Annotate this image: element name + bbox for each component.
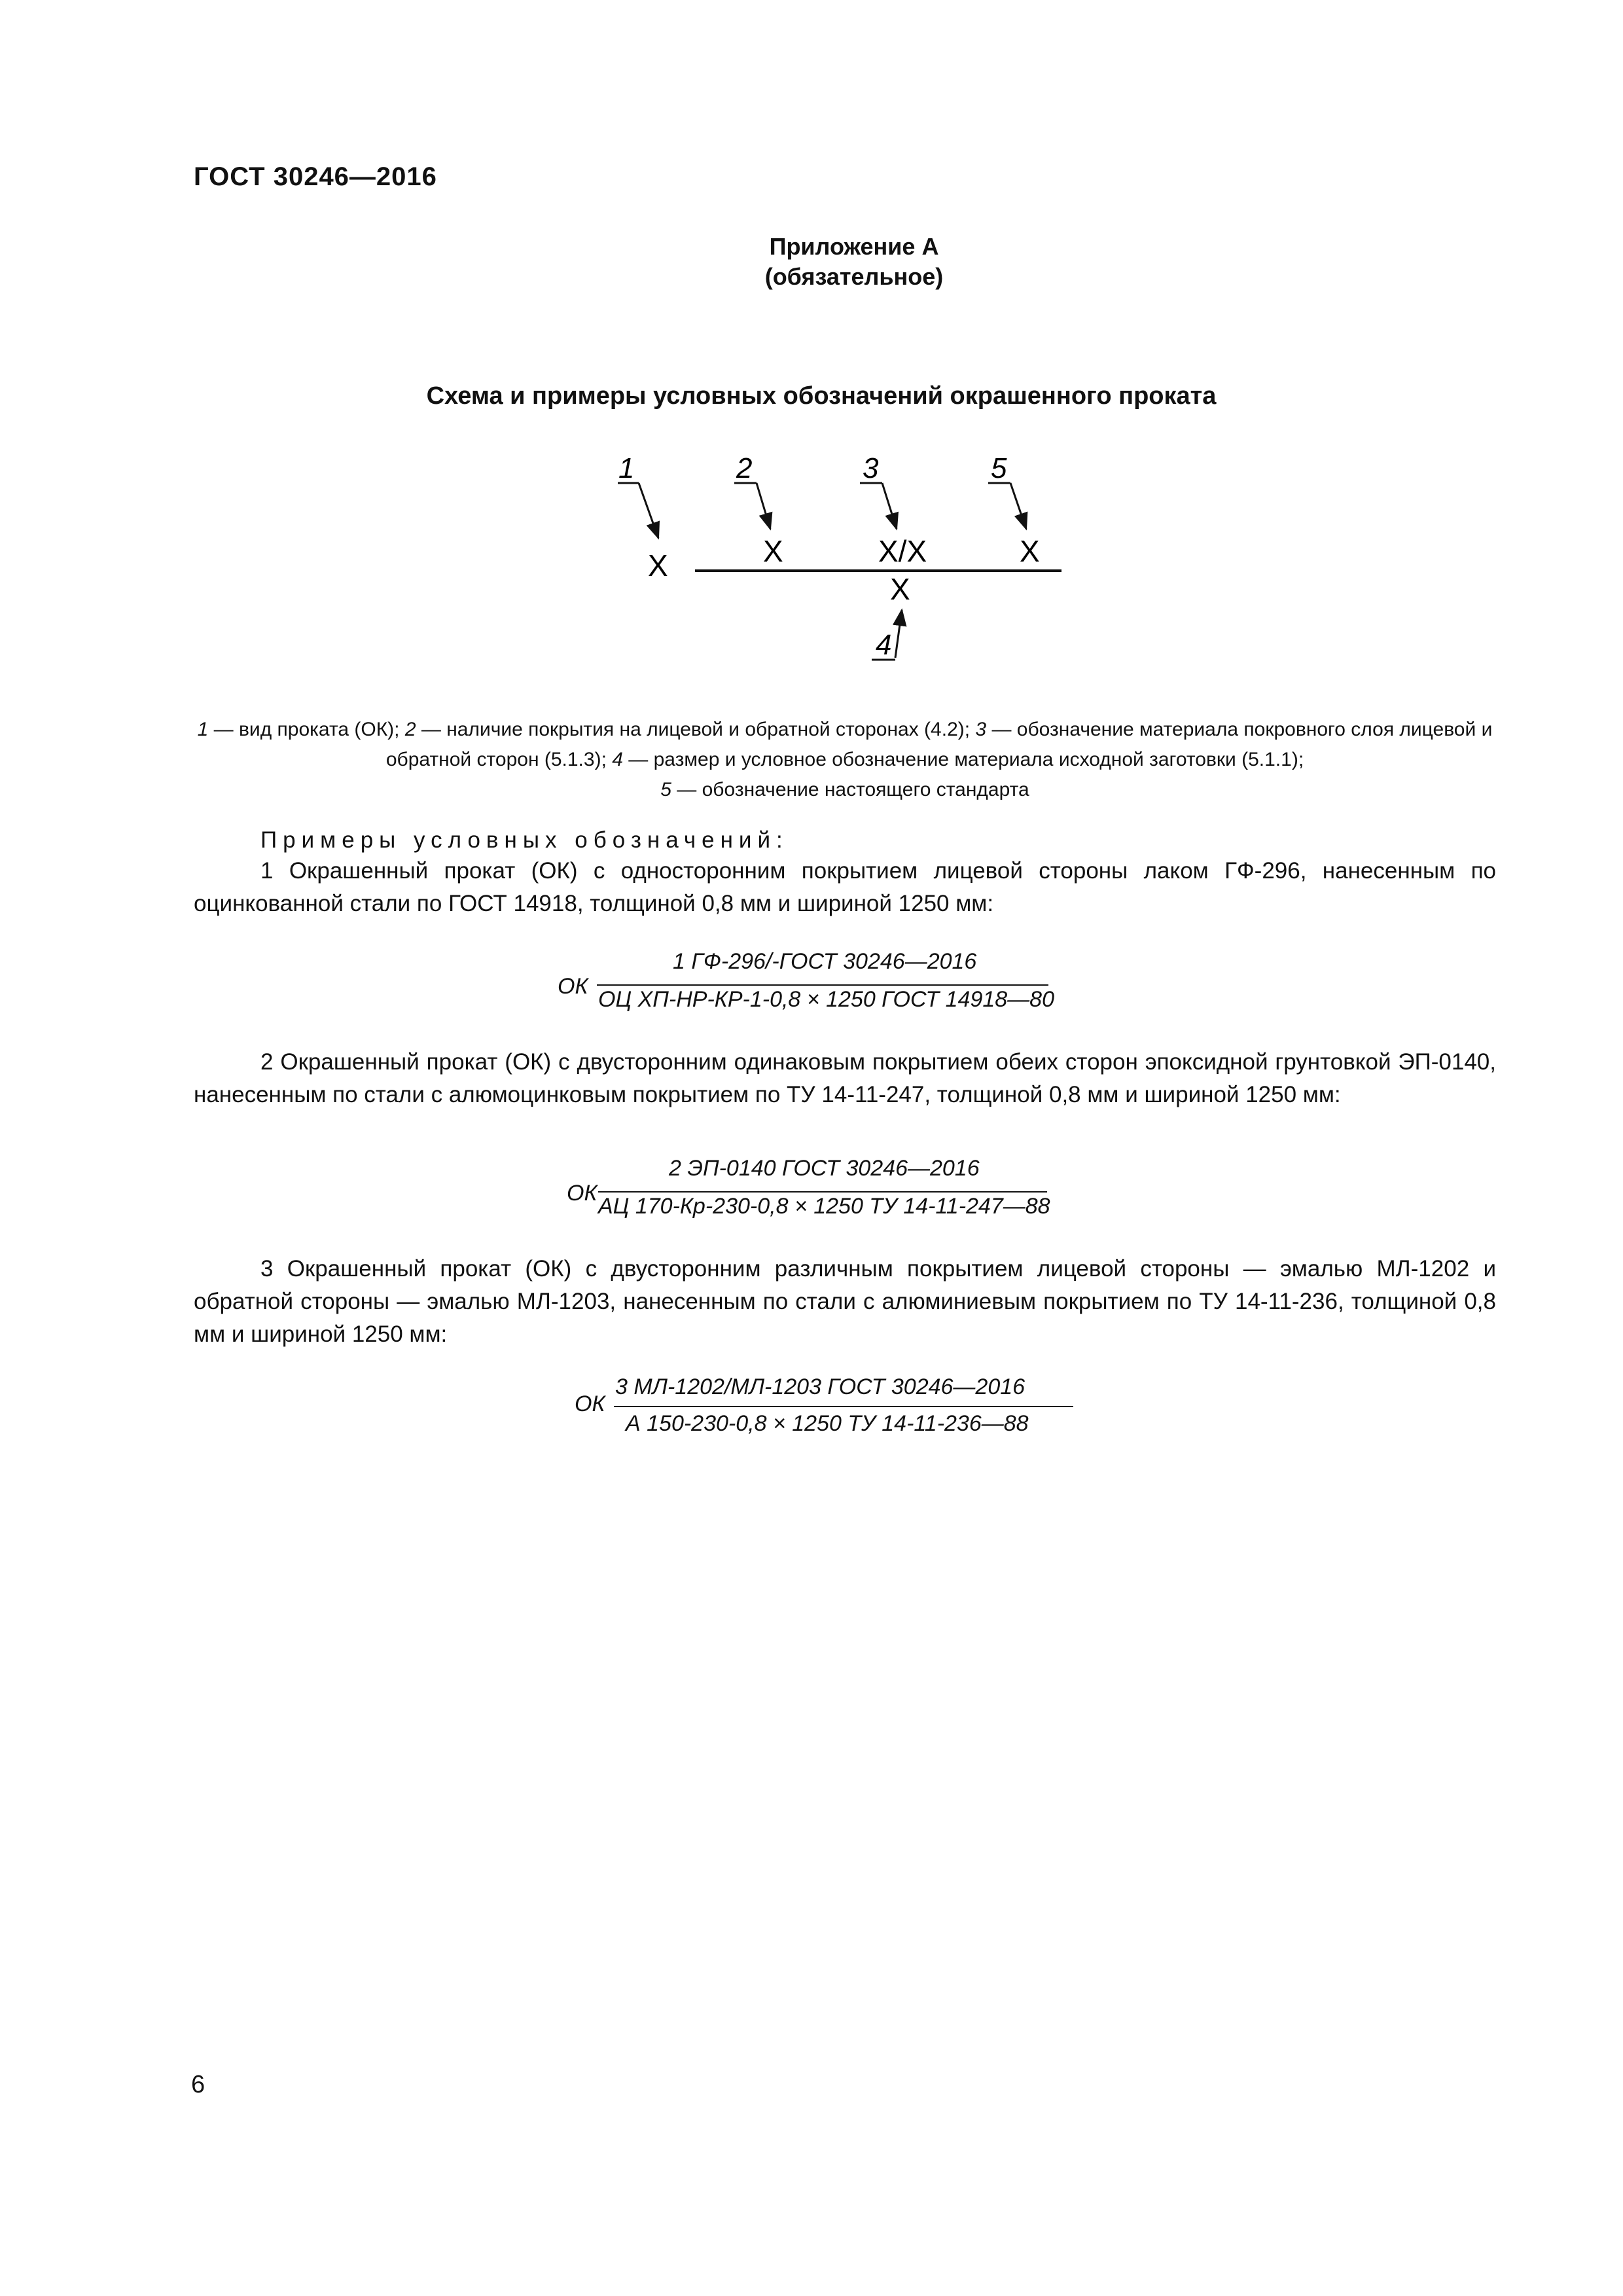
designation-scheme bbox=[615, 445, 1086, 681]
scheme-label-5: 5 bbox=[991, 452, 1007, 484]
appendix-title: Приложение А bbox=[769, 233, 939, 260]
example-3-text-content: 3 Окрашенный прокат (ОК) с двусторонним различным покрытием лицевой стороны — эмалью МЛ-1202 и обратной стороны — эмалью МЛ-1203, нанесенным по стали с алюминиевым покрытием по ТУ 14-11-236, толщиной 0,8 мм и шириной 1250 мм: bbox=[194, 1256, 1496, 1347]
example-1-denominator: ОЦ ХП-НР-КР-1-0,8 × 1250 ГОСТ 14918—80 bbox=[598, 987, 1054, 1012]
legend-text-1: — вид проката (ОК); bbox=[208, 719, 405, 740]
legend-num-4: 4 bbox=[612, 749, 623, 770]
example-3-denominator: А 150-230-0,8 × 1250 ТУ 14-11-236—88 bbox=[626, 1411, 1029, 1436]
example-3-text bbox=[194, 1253, 1496, 1351]
scheme-arrow-4 bbox=[895, 610, 902, 658]
scheme-label-1: 1 bbox=[618, 452, 635, 484]
scheme-label-3: 3 bbox=[863, 452, 879, 484]
example-1-text-content: 1 Окрашенный прокат (ОК) с односторонним покрытием лицевой стороны лаком ГФ-296, нанесенным по оцинкованной стали по ГОСТ 14918, толщиной 0,8 мм и шириной 1250 мм: bbox=[194, 858, 1496, 916]
section-title: Схема и примеры условных обозначений окрашенного проката bbox=[426, 382, 1217, 410]
example-2-text bbox=[194, 1046, 1496, 1111]
scheme-label-2: 2 bbox=[736, 452, 753, 484]
legend-num-3: 3 bbox=[975, 719, 987, 740]
legend-num-1: 1 bbox=[197, 719, 209, 740]
scheme-arrow-3 bbox=[882, 483, 897, 529]
legend-num-5: 5 bbox=[660, 779, 671, 800]
legend-text-2: — наличие покрытия на лицевой и обратной сторонах (4.2); bbox=[416, 719, 976, 740]
legend-text-3: — обозначение материала покровного слоя лицевой и обратной сторон (5.1.3); bbox=[385, 719, 1493, 770]
scheme-legend bbox=[194, 715, 1496, 805]
legend-num-2: 2 bbox=[404, 719, 416, 740]
example-3-prefix: ОК bbox=[575, 1391, 605, 1416]
scheme-mark-1: X bbox=[648, 548, 668, 583]
page-number: 6 bbox=[191, 2071, 205, 2098]
appendix-status: (обязательное) bbox=[764, 263, 944, 290]
legend-text-5: — обозначение настоящего стандарта bbox=[671, 779, 1029, 800]
legend-text-4: — размер и условное обозначение материала исходной заготовки (5.1.1); bbox=[622, 749, 1304, 770]
example-2-denominator: АЦ 170-Кр-230-0,8 × 1250 ТУ 14-11-247—88 bbox=[598, 1194, 1050, 1219]
example-3-numerator: 3 МЛ-1202/МЛ-1203 ГОСТ 30246—2016 bbox=[615, 1374, 1026, 1399]
scheme-arrow-1 bbox=[639, 483, 658, 538]
example-3-fraction-bar bbox=[614, 1406, 1073, 1407]
example-2-text-content: 2 Окрашенный прокат (ОК) с двусторонним одинаковым покрытием обеих сторон эпоксидной грунтовкой ЭП-0140, нанесенным по стали с алюмоцинковым покрытием по ТУ 14-11-247, толщиной 0,8 мм и шириной 1250 мм: bbox=[194, 1049, 1496, 1107]
example-1-prefix: ОК bbox=[558, 974, 588, 999]
scheme-label-4: 4 bbox=[876, 629, 892, 661]
example-1-numerator: 1 ГФ-296/-ГОСТ 30246—2016 bbox=[673, 949, 977, 974]
example-2-numerator: 2 ЭП-0140 ГОСТ 30246—2016 bbox=[669, 1156, 980, 1181]
scheme-mark-3: X/X bbox=[878, 534, 927, 568]
appendix-heading bbox=[0, 232, 1623, 292]
example-2-prefix: ОК bbox=[567, 1181, 597, 1206]
scheme-mark-2: X bbox=[763, 534, 783, 568]
scheme-arrow-2 bbox=[757, 483, 770, 529]
scheme-mark-5: X bbox=[1020, 534, 1040, 568]
scheme-arrow-5 bbox=[1010, 483, 1026, 529]
example-2-fraction-bar bbox=[598, 1191, 1047, 1193]
example-1-fraction-bar bbox=[597, 984, 1048, 986]
example-1-text bbox=[194, 855, 1496, 920]
scheme-mark-4: X bbox=[890, 572, 910, 606]
document-header: ГОСТ 30246—2016 bbox=[194, 162, 437, 191]
examples-heading: Примеры условных обозначений: bbox=[260, 827, 789, 853]
